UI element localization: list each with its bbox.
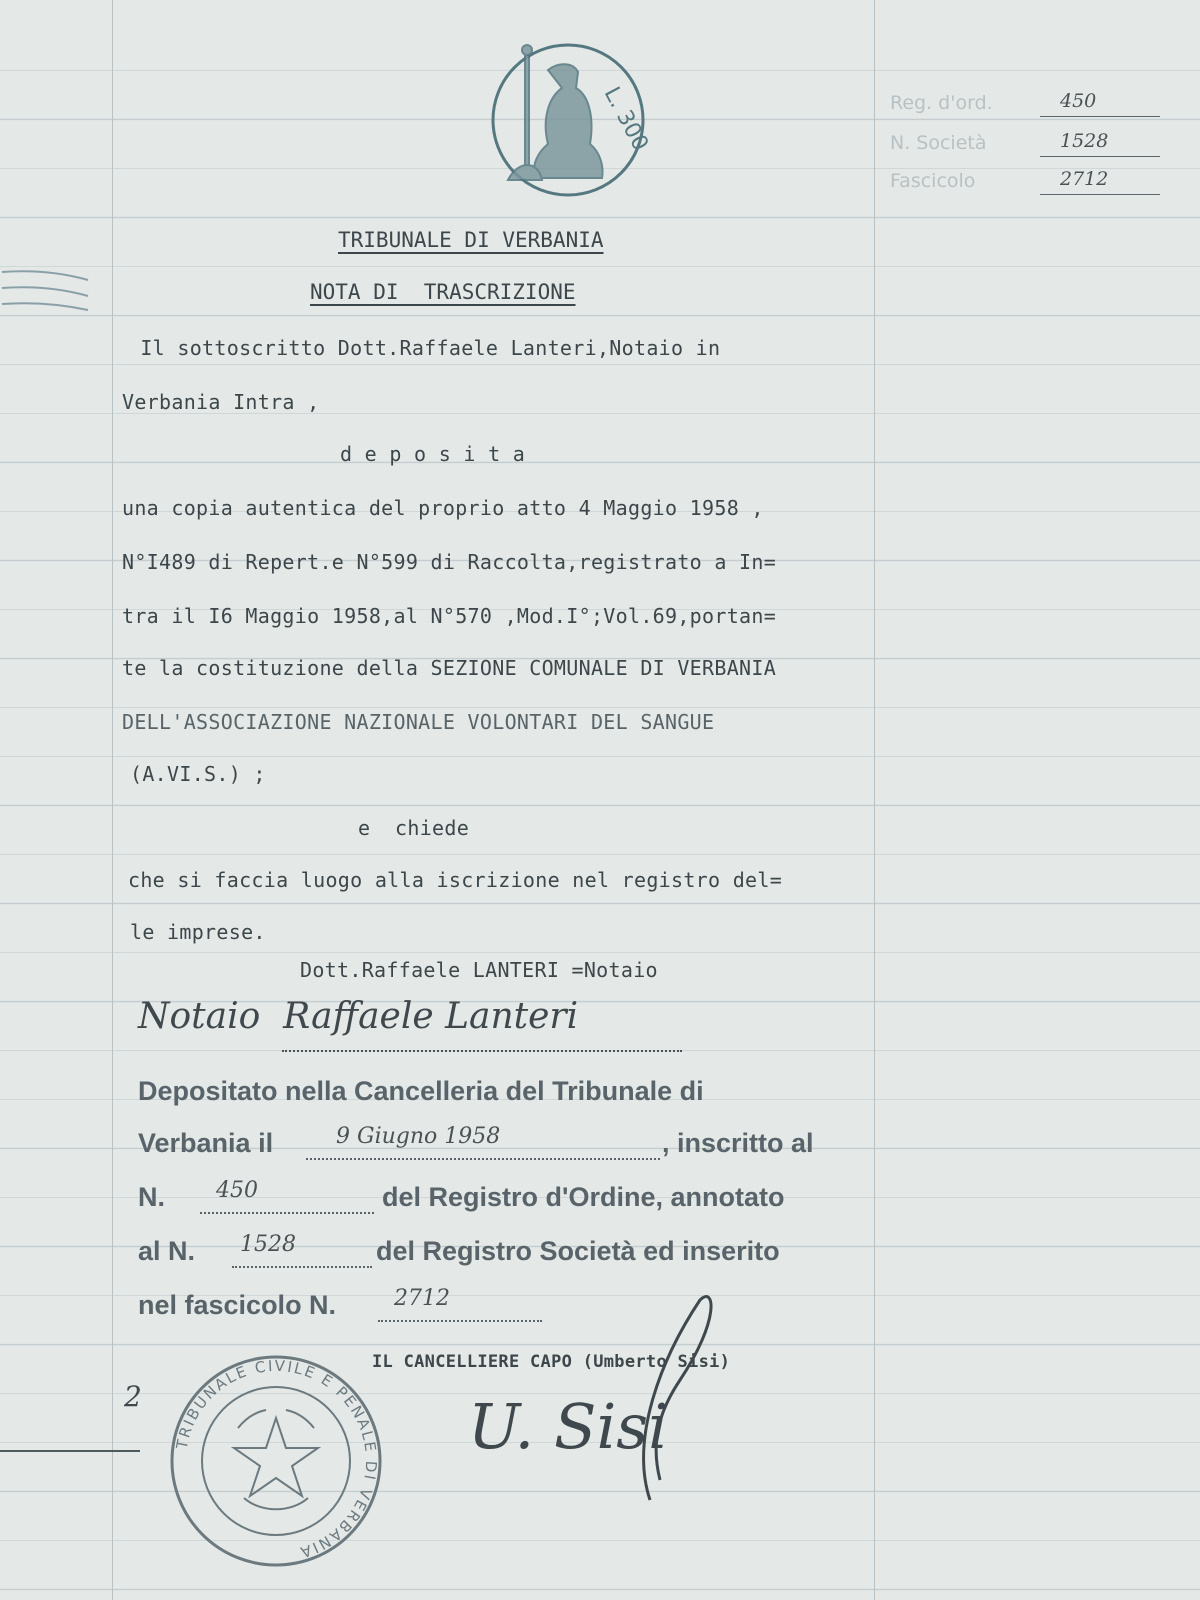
page-separator-line bbox=[0, 1450, 140, 1452]
body-line: te la costituzione della SEZIONE COMUNALE DI VERBANIA bbox=[122, 656, 777, 680]
society-number-line bbox=[232, 1266, 372, 1269]
body-line: (A.VI.S.) ; bbox=[130, 762, 266, 786]
signature-flourish bbox=[610, 1290, 730, 1510]
registry-label: N. Società bbox=[890, 132, 987, 154]
notary-signature: Notaio Raffaele Lanteri bbox=[138, 996, 579, 1037]
registry-label: Fascicolo bbox=[890, 170, 976, 192]
registry-line bbox=[1040, 156, 1160, 157]
registry-row-society bbox=[890, 132, 1160, 158]
order-number-value: 450 bbox=[216, 1178, 258, 1203]
order-number-line bbox=[200, 1212, 374, 1215]
body-line: DELL'ASSOCIAZIONE NAZIONALE VOLONTARI DEL SANGUE bbox=[122, 710, 715, 734]
file-number-value: 2712 bbox=[394, 1286, 450, 1311]
body-line: e chiede bbox=[358, 816, 470, 840]
deposit-line-2-prefix: Verbania il bbox=[138, 1128, 274, 1158]
file-number-line bbox=[378, 1320, 542, 1323]
notary-signatory-line: Dott.Raffaele LANTERI =Notaio bbox=[300, 958, 658, 982]
registry-line bbox=[1040, 194, 1160, 195]
left-margin-line bbox=[112, 0, 113, 1600]
body-line: che si faccia luogo alla iscrizione nel registro del= bbox=[128, 868, 783, 892]
body-line: tra il I6 Maggio 1958,al N°570 ,Mod.I°;Vol.69,portan= bbox=[122, 604, 777, 628]
registry-label: Reg. d'ord. bbox=[890, 92, 993, 114]
body-line: Verbania Intra , bbox=[122, 390, 320, 414]
deposit-line-3-prefix: N. bbox=[138, 1182, 165, 1212]
document-heading: NOTA DI TRASCRIZIONE bbox=[310, 280, 576, 304]
body-line: una copia autentica del proprio atto 4 Maggio 1958 , bbox=[122, 496, 764, 520]
stamp-denomination: L. 300 bbox=[598, 83, 653, 156]
chancellor-title: IL CANCELLIERE CAPO (Umberto Sisi) bbox=[372, 1352, 731, 1372]
deposit-date-value: 9 Giugno 1958 bbox=[336, 1124, 501, 1149]
deposit-line-3-suffix: del Registro d'Ordine, annotato bbox=[382, 1182, 785, 1212]
court-heading: TRIBUNALE DI VERBANIA bbox=[338, 228, 604, 252]
body-line: Il sottoscritto Dott.Raffaele Lanteri,Notaio in bbox=[128, 336, 721, 360]
body-line: le imprese. bbox=[130, 920, 266, 944]
registry-value: 2712 bbox=[1060, 168, 1109, 190]
court-seal bbox=[166, 1348, 386, 1574]
right-margin-line bbox=[874, 0, 875, 1600]
registry-row-file bbox=[890, 170, 1160, 196]
society-number-value: 1528 bbox=[240, 1232, 296, 1257]
chancellor-signature: U. Sisi bbox=[468, 1390, 668, 1463]
registry-row-order bbox=[890, 92, 1160, 118]
fold-marks bbox=[0, 268, 95, 318]
deposit-date-line bbox=[306, 1158, 660, 1161]
page-number: 2 bbox=[124, 1380, 142, 1413]
revenue-stamp bbox=[478, 40, 658, 200]
deposit-line-4-suffix: del Registro Società ed inserito bbox=[376, 1236, 780, 1266]
body-line: d e p o s i t a bbox=[340, 442, 526, 466]
registry-value: 450 bbox=[1060, 90, 1097, 112]
seal-inscription: TRIBUNALE CIVILE E PENALE DI VERBANIA bbox=[172, 1356, 381, 1562]
signature-underline bbox=[282, 1050, 682, 1053]
body-line: N°I489 di Repert.e N°599 di Raccolta,registrato a In= bbox=[122, 550, 777, 574]
registry-value: 1528 bbox=[1060, 130, 1109, 152]
deposit-line-4-prefix: al N. bbox=[138, 1236, 196, 1266]
deposit-line-1: Depositato nella Cancelleria del Tribunale di bbox=[138, 1076, 704, 1106]
deposit-line-5-prefix: nel fascicolo N. bbox=[138, 1290, 337, 1320]
deposit-line-2-suffix: , inscritto al bbox=[662, 1128, 814, 1158]
registry-line bbox=[1040, 116, 1160, 117]
